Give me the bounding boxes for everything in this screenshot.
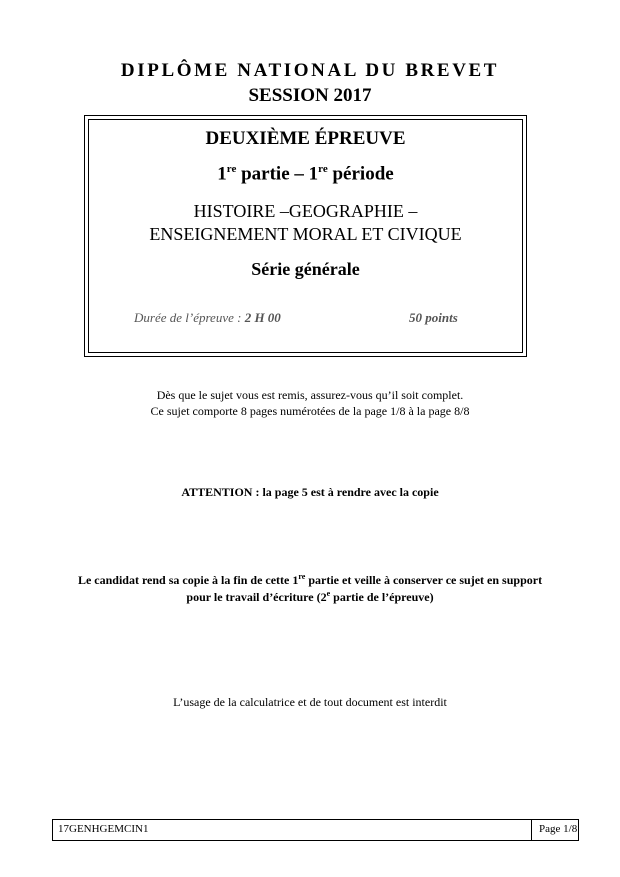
page-footer — [52, 819, 579, 841]
instruction-line-2: Ce sujet comporte 8 pages numérotées de la page 1/8 à la page 8/8 — [150, 404, 470, 418]
duration-label: Durée de l’épreuve : — [134, 310, 245, 325]
candidat-text-end: partie et veille à conserver ce sujet en support — [305, 573, 543, 587]
candidat-notice-line-2 — [0, 589, 620, 605]
duration — [134, 310, 281, 326]
exam-info-box-inner — [88, 119, 523, 353]
support-text-start: pour le travail d’écriture (2 — [186, 590, 327, 604]
candidat-text-start: Le candidat rend sa copie à la fin de cette 1 — [77, 573, 299, 587]
subject-line-1: HISTOIRE –GEOGRAPHIE – — [193, 201, 418, 221]
exam-title: DIPLÔME NATIONAL DU BREVET — [120, 60, 500, 81]
partie-number: 1 — [217, 163, 227, 185]
support-text-end: partie de l’épreuve) — [330, 590, 434, 604]
epreuve-title: DEUXIÈME ÉPREUVE — [205, 128, 406, 149]
serie-label: Série générale — [251, 259, 360, 279]
periode-text: période — [327, 163, 394, 185]
partie-text: partie – — [236, 163, 309, 185]
attention-notice: ATTENTION : la page 5 est à rendre avec la copie — [181, 485, 439, 499]
partie-suffix: re — [226, 163, 237, 175]
calculator-notice: L’usage de la calculatrice et de tout document est interdit — [173, 695, 447, 709]
subject-line-2: ENSEIGNEMENT MORAL ET CIVIQUE — [149, 224, 462, 244]
footer-divider — [531, 820, 532, 840]
support-suffix: e — [326, 589, 331, 598]
instruction-line-1: Dès que le sujet vous est remis, assurez-vous qu’il soit complet. — [156, 388, 464, 402]
document-code: 17GENHGEMCIN1 — [58, 823, 149, 835]
session-title: SESSION 2017 — [248, 85, 372, 106]
candidat-notice-line-1 — [0, 572, 620, 588]
candidat-suffix: re — [298, 572, 306, 581]
periode-suffix: re — [318, 163, 328, 175]
page-number: Page 1/8 — [539, 823, 578, 835]
points: 50 points — [409, 310, 458, 325]
duration-value: 2 H 00 — [244, 310, 281, 325]
partie-periode — [89, 163, 522, 185]
exam-info-box — [84, 115, 527, 357]
periode-number: 1 — [308, 163, 319, 185]
